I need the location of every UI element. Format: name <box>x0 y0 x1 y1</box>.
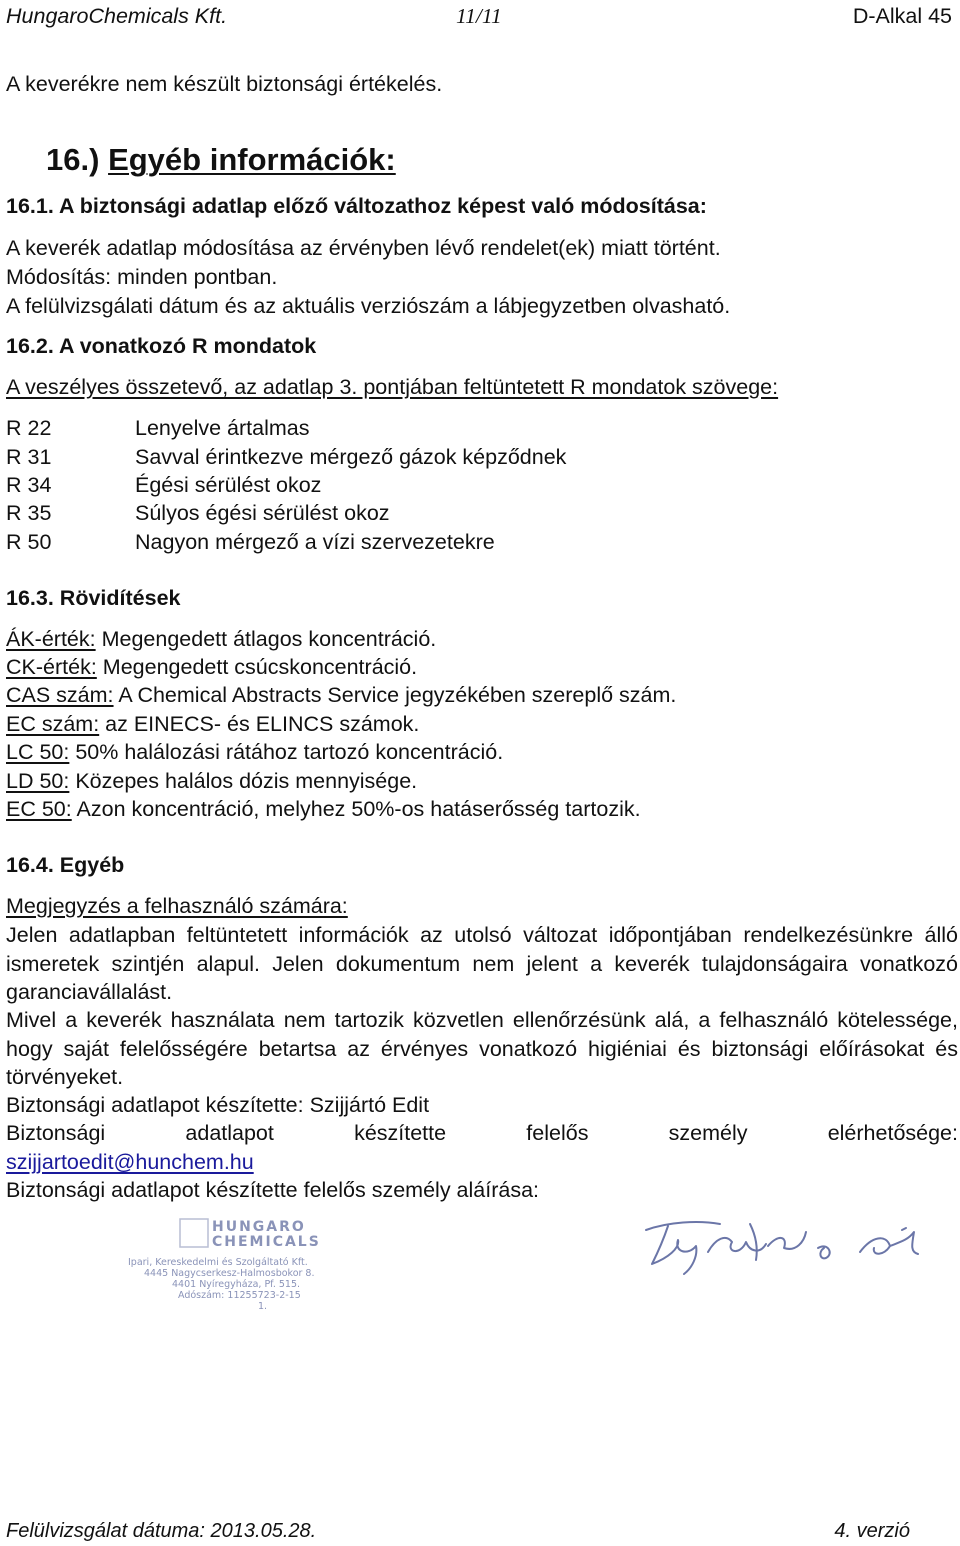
r-text: Égési sérülést okoz <box>135 473 322 497</box>
abbreviation-def: Azon koncentráció, melyhez 50%-os hatáserősség tartozik. <box>71 797 641 821</box>
abbreviation-item <box>6 795 641 824</box>
stamp-logo-line-2: CHEMICALS <box>212 1234 321 1250</box>
section-16-2-heading: 16.2. A vonatkozó R mondatok <box>6 334 317 358</box>
abbreviation-def: 50% halálozási rátához tartozó koncentráció. <box>69 740 504 764</box>
abbreviation-def: Megengedett átlagos koncentráció. <box>95 627 437 651</box>
abbreviation-def: Közepes halálos dózis mennyisége. <box>69 769 418 793</box>
abbreviation-term: LD 50: <box>6 769 70 793</box>
contact-label: Biztonsági adatlapot készítette felelős személy elérhetősége: <box>6 1121 958 1145</box>
section-16-bracket: ) <box>89 142 100 177</box>
note-paragraph-1: Jelen adatlapban feltüntetett információk az utolsó változat időpontjában rendelkezésünkre álló ismeretek szintjén alapul. Jelen dokumentum nem jelent a keverék tulajdonságaira vonatkozó garanciavállalást. <box>6 923 958 1004</box>
r-text: Súlyos égési sérülést okoz <box>135 501 390 525</box>
abbreviation-term: LC 50: <box>6 740 70 764</box>
prepared-by: Biztonsági adatlapot készítette: Szijjártó Edit <box>6 1093 430 1117</box>
section-16-4-heading: 16.4. Egyéb <box>6 853 125 877</box>
header-product: D-Alkal 45 <box>852 4 952 28</box>
intro-line: A keverékre nem készült biztonsági értékelés. <box>6 72 443 96</box>
header-page-number: 11/11 <box>456 4 502 28</box>
abbreviation-term: ÁK-érték: <box>6 627 96 651</box>
r-code: R 50 <box>6 530 52 554</box>
r-text: Lenyelve ártalmas <box>135 416 310 440</box>
abbreviation-term: CK-érték: <box>6 655 97 679</box>
footer-version: 4. verzió <box>834 1520 910 1542</box>
abbreviation-item <box>6 710 419 739</box>
abbreviation-def: az EINECS- és ELINCS számok. <box>99 712 420 736</box>
section-16-heading: Egyéb információk: <box>108 142 396 177</box>
stamp-logo-line-1: HUNGARO <box>212 1219 306 1235</box>
abbreviation-item <box>6 738 503 767</box>
signature-label: Biztonsági adatlapot készítette felelős személy aláírása: <box>6 1178 540 1202</box>
note-label: Megjegyzés a felhasználó számára: <box>6 894 348 918</box>
stamp-line-3: 4401 Nyíregyháza, Pf. 515. <box>172 1279 301 1290</box>
s161-line: A keverék adatlap módosítása az érvényben lévő rendelet(ek) miatt történt. <box>6 236 721 260</box>
abbreviation-term: EC 50: <box>6 797 72 821</box>
abbreviation-term: CAS szám: <box>6 683 114 707</box>
section-16-number: 16. <box>46 142 90 177</box>
r-phrases-subheading: A veszélyes összetevő, az adatlap 3. pontjában feltüntetett R mondatok szövege: <box>6 375 779 399</box>
abbreviation-item <box>6 681 676 710</box>
s161-line: Módosítás: minden pontban. <box>6 265 278 289</box>
stamp-line-5: 1. <box>258 1301 268 1312</box>
stamp-line-2: 4445 Nagycserkesz-Halmosbokor 8. <box>144 1268 315 1279</box>
abbreviation-term: EC szám: <box>6 712 100 736</box>
section-16-3-heading: 16.3. Rövidítések <box>6 586 181 610</box>
abbreviation-item <box>6 653 417 682</box>
contact-email-link[interactable]: szijjartoedit@hunchem.hu <box>6 1150 254 1174</box>
stamp-line-4: Adószám: 11255723-2-15 <box>178 1290 301 1301</box>
r-code: R 22 <box>6 416 52 440</box>
header-company: HungaroChemicals Kft. <box>6 4 228 28</box>
handwritten-signature <box>628 1212 928 1282</box>
abbreviation-item <box>6 767 417 796</box>
abbreviation-item <box>6 625 436 654</box>
abbreviation-def: Megengedett csúcskoncentráció. <box>96 655 418 679</box>
r-code: R 31 <box>6 445 52 469</box>
section-16-title <box>46 142 396 178</box>
company-stamp <box>120 1213 420 1313</box>
r-text: Savval érintkezve mérgező gázok képződnek <box>135 445 567 469</box>
s161-line: A felülvizsgálati dátum és az aktuális verziószám a lábjegyzetben olvasható. <box>6 294 731 318</box>
stamp-line-1: Ipari, Kereskedelmi és Szolgáltató Kft. <box>128 1257 308 1268</box>
footer-review-date: Felülvizsgálat dátuma: 2013.05.28. <box>6 1520 317 1542</box>
r-text: Nagyon mérgező a vízi szervezetekre <box>135 530 495 554</box>
r-code: R 34 <box>6 473 52 497</box>
note-paragraph-2: Mivel a keverék használata nem tartozik közvetlen ellenőrzésünk alá, a felhasználó kötelessége, hogy saját felelősségére betartsa az érvényes vonatkozó higiéniai és biztonsági előírásokat és törvényeket. <box>6 1008 958 1089</box>
section-16-1-heading: 16.1. A biztonsági adatlap előző változathoz képest való módosítása: <box>6 194 707 218</box>
r-code: R 35 <box>6 501 52 525</box>
abbreviation-def: A Chemical Abstracts Service jegyzékében szereplő szám. <box>113 683 677 707</box>
